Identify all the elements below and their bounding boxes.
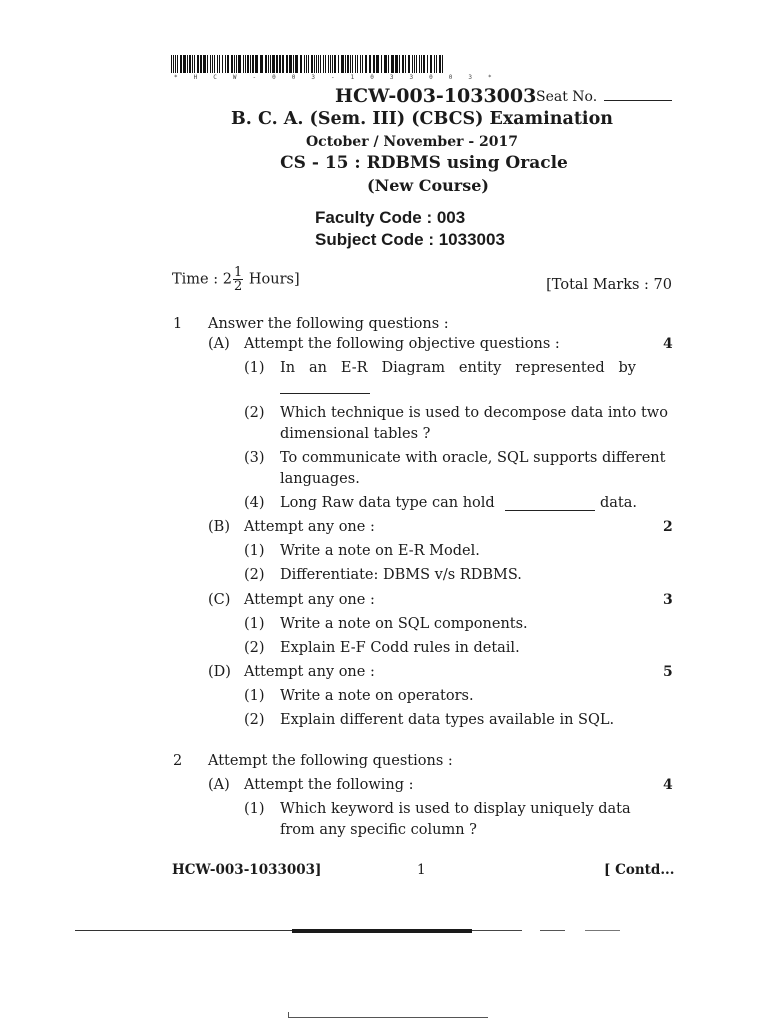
exam-session: October / November - 2017 bbox=[305, 134, 519, 150]
page-number: 1 bbox=[417, 862, 426, 878]
q1d-item-2-text: Explain different data types available in SQL. bbox=[280, 712, 615, 728]
q2a-label: (A) bbox=[208, 777, 230, 793]
q2a-item-1-text-cont: from any specific column ? bbox=[280, 822, 477, 838]
q1b-item-1-text: Write a note on E-R Model. bbox=[280, 543, 480, 559]
course-type: (New Course) bbox=[367, 176, 489, 195]
q1c-label: (C) bbox=[208, 592, 231, 608]
continued-label: [ Contd... bbox=[604, 862, 675, 878]
q1a-item-4-text: Long Raw data type can hold bbox=[280, 495, 495, 511]
q1d-item-2-num: (2) bbox=[244, 712, 265, 728]
q2a-item-1-text: Which keyword is used to display uniquely data bbox=[280, 801, 631, 817]
q1c-item-2-text: Explain E-F Codd rules in detail. bbox=[280, 640, 520, 656]
q1c-marks: 3 bbox=[663, 592, 673, 608]
q1a-item-3-text: To communicate with oracle, SQL supports different bbox=[280, 450, 666, 466]
scan-line bbox=[288, 1017, 488, 1018]
q1a-item-3-text-cont: languages. bbox=[280, 471, 360, 487]
q1b-item-1-num: (1) bbox=[244, 543, 265, 559]
subject-code: Subject Code : 1033003 bbox=[315, 230, 505, 249]
scan-line bbox=[75, 930, 295, 931]
q2a-marks: 4 bbox=[663, 777, 673, 793]
q2a-instruction: Attempt the following : bbox=[244, 777, 414, 793]
exam-title: B. C. A. (Sem. III) (CBCS) Examination bbox=[231, 109, 613, 129]
time-numerator: 1 bbox=[233, 265, 243, 280]
scan-line bbox=[585, 930, 620, 931]
seat-label: Seat No. bbox=[536, 89, 598, 105]
q2a-item-1-num: (1) bbox=[244, 801, 265, 817]
answer-blank bbox=[505, 509, 595, 511]
q1b-label: (B) bbox=[208, 519, 230, 535]
footer-paper-code: HCW-003-1033003] bbox=[172, 862, 322, 878]
q1-instruction: Answer the following questions : bbox=[208, 316, 449, 332]
total-marks: [Total Marks : 70 bbox=[546, 277, 672, 293]
scan-line bbox=[540, 930, 565, 931]
q1b-item-2-text: Differentiate: DBMS v/s RDBMS. bbox=[280, 567, 522, 583]
q1c-item-2-num: (2) bbox=[244, 640, 265, 656]
time-prefix: Time : bbox=[172, 271, 219, 288]
answer-blank bbox=[280, 392, 370, 394]
q1a-item-3-num: (3) bbox=[244, 450, 265, 466]
scan-line bbox=[288, 1012, 289, 1018]
time-suffix: Hours] bbox=[248, 271, 300, 288]
seat-number-blank bbox=[604, 100, 672, 101]
q1c-item-1-text: Write a note on SQL components. bbox=[280, 616, 528, 632]
subject-title: CS - 15 : RDBMS using Oracle bbox=[280, 153, 568, 173]
q1d-instruction: Attempt any one : bbox=[244, 664, 375, 680]
q1d-item-1-num: (1) bbox=[244, 688, 265, 704]
time-whole: 2 bbox=[222, 271, 232, 288]
q2-instruction: Attempt the following questions : bbox=[208, 753, 453, 769]
time-fraction bbox=[233, 266, 243, 293]
q1d-item-1-text: Write a note on operators. bbox=[280, 688, 474, 704]
q2-number: 2 bbox=[173, 753, 183, 769]
q1a-item-1-num: (1) bbox=[244, 360, 265, 376]
q1a-item-2-text-cont: dimensional tables ? bbox=[280, 426, 431, 442]
q1a-label: (A) bbox=[208, 336, 230, 352]
scan-line bbox=[292, 929, 472, 933]
q1c-item-1-num: (1) bbox=[244, 616, 265, 632]
q1a-item-4-num: (4) bbox=[244, 495, 265, 511]
q1-number: 1 bbox=[173, 316, 183, 332]
q1c-instruction: Attempt any one : bbox=[244, 592, 375, 608]
barcode bbox=[171, 55, 445, 73]
q1a-item-2-num: (2) bbox=[244, 405, 265, 421]
q1d-marks: 5 bbox=[663, 664, 673, 680]
q1a-instruction: Attempt the following objective questions : bbox=[244, 336, 560, 352]
time-denominator: 2 bbox=[233, 279, 243, 294]
q1b-instruction: Attempt any one : bbox=[244, 519, 375, 535]
paper-code: HCW-003-1033003 bbox=[335, 85, 537, 107]
barcode-digits: * H C W - 0 0 3 - 1 0 3 3 0 0 3 * bbox=[174, 74, 498, 81]
q1b-marks: 2 bbox=[663, 519, 673, 535]
q1a-marks: 4 bbox=[663, 336, 673, 352]
q1d-label: (D) bbox=[208, 664, 231, 680]
q1a-item-2-text: Which technique is used to decompose data into two bbox=[280, 405, 668, 421]
q1b-item-2-num: (2) bbox=[244, 567, 265, 583]
q1a-item-1-text: In an E-R Diagram entity represented by bbox=[280, 360, 636, 376]
q1a-item-4-text-end: data. bbox=[600, 495, 638, 511]
scan-line bbox=[472, 930, 522, 931]
faculty-code: Faculty Code : 003 bbox=[315, 208, 466, 227]
time-allowed bbox=[172, 266, 300, 293]
